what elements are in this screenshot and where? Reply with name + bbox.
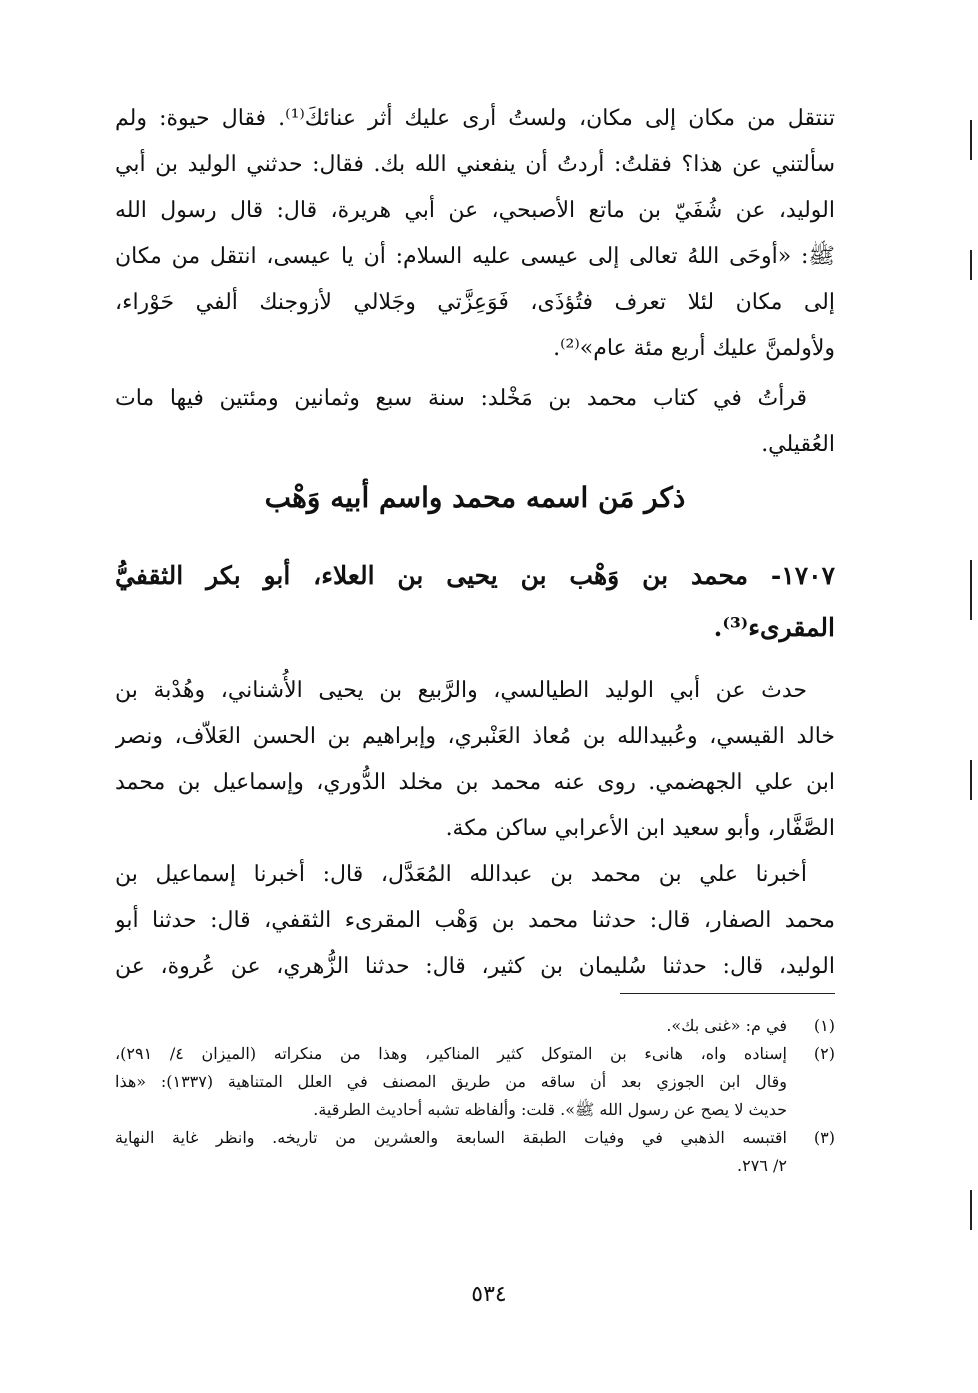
footnote-line: وقال ابن الجوزي بعد أن ساقه من طريق المصنف في العلل المتناهية (١٣٣٧): «هذا (115, 1072, 787, 1091)
text-line: العُقيلي. (761, 432, 835, 457)
page-number: ٥٣٤ (471, 1282, 507, 1307)
footnote-number: (٣) (813, 1128, 835, 1147)
footnote-line: إسناده واه، هانىء بن المتوكل كثير المناكير، وهذا من منكراته (الميزان ٤/ ٢٩١)، (115, 1044, 787, 1063)
footnote-line: اقتبسه الذهبي في وفيات الطبقة السابعة والعشرين من تاريخه. وانظر غاية النهاية (115, 1128, 787, 1147)
entry-heading-line: المقرىء⁽³⁾. (713, 613, 835, 642)
text-line: الوليد، قال: حدثنا سُليمان بن كثير، قال: حدثنا الزُّهري، عن عُروة، عن (115, 954, 835, 979)
scan-edge-mark (970, 250, 972, 280)
footnote-item (115, 1124, 835, 1180)
text-line: أخبرنا علي بن محمد بن عبدالله المُعَدَّل، قال: أخبرنا إسماعيل بن (115, 862, 807, 887)
text-line: سألتني عن هذا؟ فقلتُ: أردتُ أن ينفعني الله بك. فقال: حدثني الوليد بن أبي (115, 152, 835, 177)
scan-edge-mark (970, 760, 972, 800)
text-line: ﷺ: «أوحَى اللهُ تعالى إلى عيسى عليه السلام: أن يا عيسى، انتقل من مكان (115, 244, 835, 269)
footnote-item (115, 1040, 835, 1124)
footnote-line: حديث لا يصح عن رسول الله ﷺ». قلت: وألفاظه تشبه أحاديث الطرقية. (313, 1100, 787, 1119)
footnote-separator (620, 993, 835, 994)
footnote-line: في م: «غنى بك». (666, 1016, 787, 1035)
text-line: محمد الصفار، قال: حدثنا محمد بن وَهْب المقرىء الثقفي، قال: حدثنا أبو (115, 908, 835, 933)
paragraph-biography (115, 668, 835, 852)
section-heading: ذكر مَن اسمه محمد واسم أبيه وَهْب (264, 481, 686, 514)
text-line: الوليد، عن شُفَيّ بن ماتع الأصبحي، عن أبي هريرة، قال: قال رسول الله (115, 198, 835, 223)
text-line: ولأولمنَّ عليك أربع مئة عام»⁽²⁾. (553, 336, 835, 361)
text-line: ابن علي الجهضمي. روى عنه محمد بن مخلد الدُّوري، وإسماعيل بن محمد (115, 770, 835, 795)
entry-heading-line: ١٧٠٧- محمد بن وَهْب بن يحيى بن العلاء، أبو بكر الثقفيُّ (115, 561, 835, 590)
scan-edge-mark (970, 120, 972, 160)
footnote-text (115, 1012, 787, 1040)
text-line: قرأتُ في كتاب محمد بن مَخْلد: سنة سبع وثمانين ومئتين فيها مات (115, 386, 807, 411)
footnote-number: (٢) (813, 1044, 835, 1063)
text-line: خالد القيسي، وعُبيدالله بن مُعاذ العَنْبري، وإبراهيم بن الحسن العَلاّف، ونصر (115, 724, 835, 749)
text-line: إلى مكان لئلا تعرف فتُؤذَى، فَوَعِزَّتي وجَلالي لأزوجنك ألفي حَوْراء، (115, 290, 835, 315)
footnote-text (115, 1124, 787, 1180)
text-line: حدث عن أبي الوليد الطيالسي، والرَّبيع بن يحيى الأُشناني، وهُدْبة بن (115, 678, 807, 703)
text-line: الصَّفَّار، وأبو سعيد ابن الأعرابي ساكن مكة. (445, 816, 835, 841)
paragraph-isnad (115, 852, 835, 990)
scan-edge-mark (970, 560, 972, 620)
footnote-text (115, 1040, 787, 1124)
footnote-item (115, 1012, 835, 1040)
paragraph-hadith-1 (115, 96, 835, 372)
scan-edge-mark (970, 1190, 972, 1230)
footnote-line: ٢/ ٢٧٦. (737, 1156, 787, 1175)
footnotes (115, 1012, 835, 1180)
footnote-number: (١) (813, 1016, 835, 1035)
paragraph-note (115, 376, 835, 468)
text-line: تنتقل من مكان إلى مكان، ولستُ أرى عليك أثر عنائكَ⁽¹⁾. فقال حيوة: ولم (115, 106, 835, 131)
entry-heading (115, 550, 835, 654)
